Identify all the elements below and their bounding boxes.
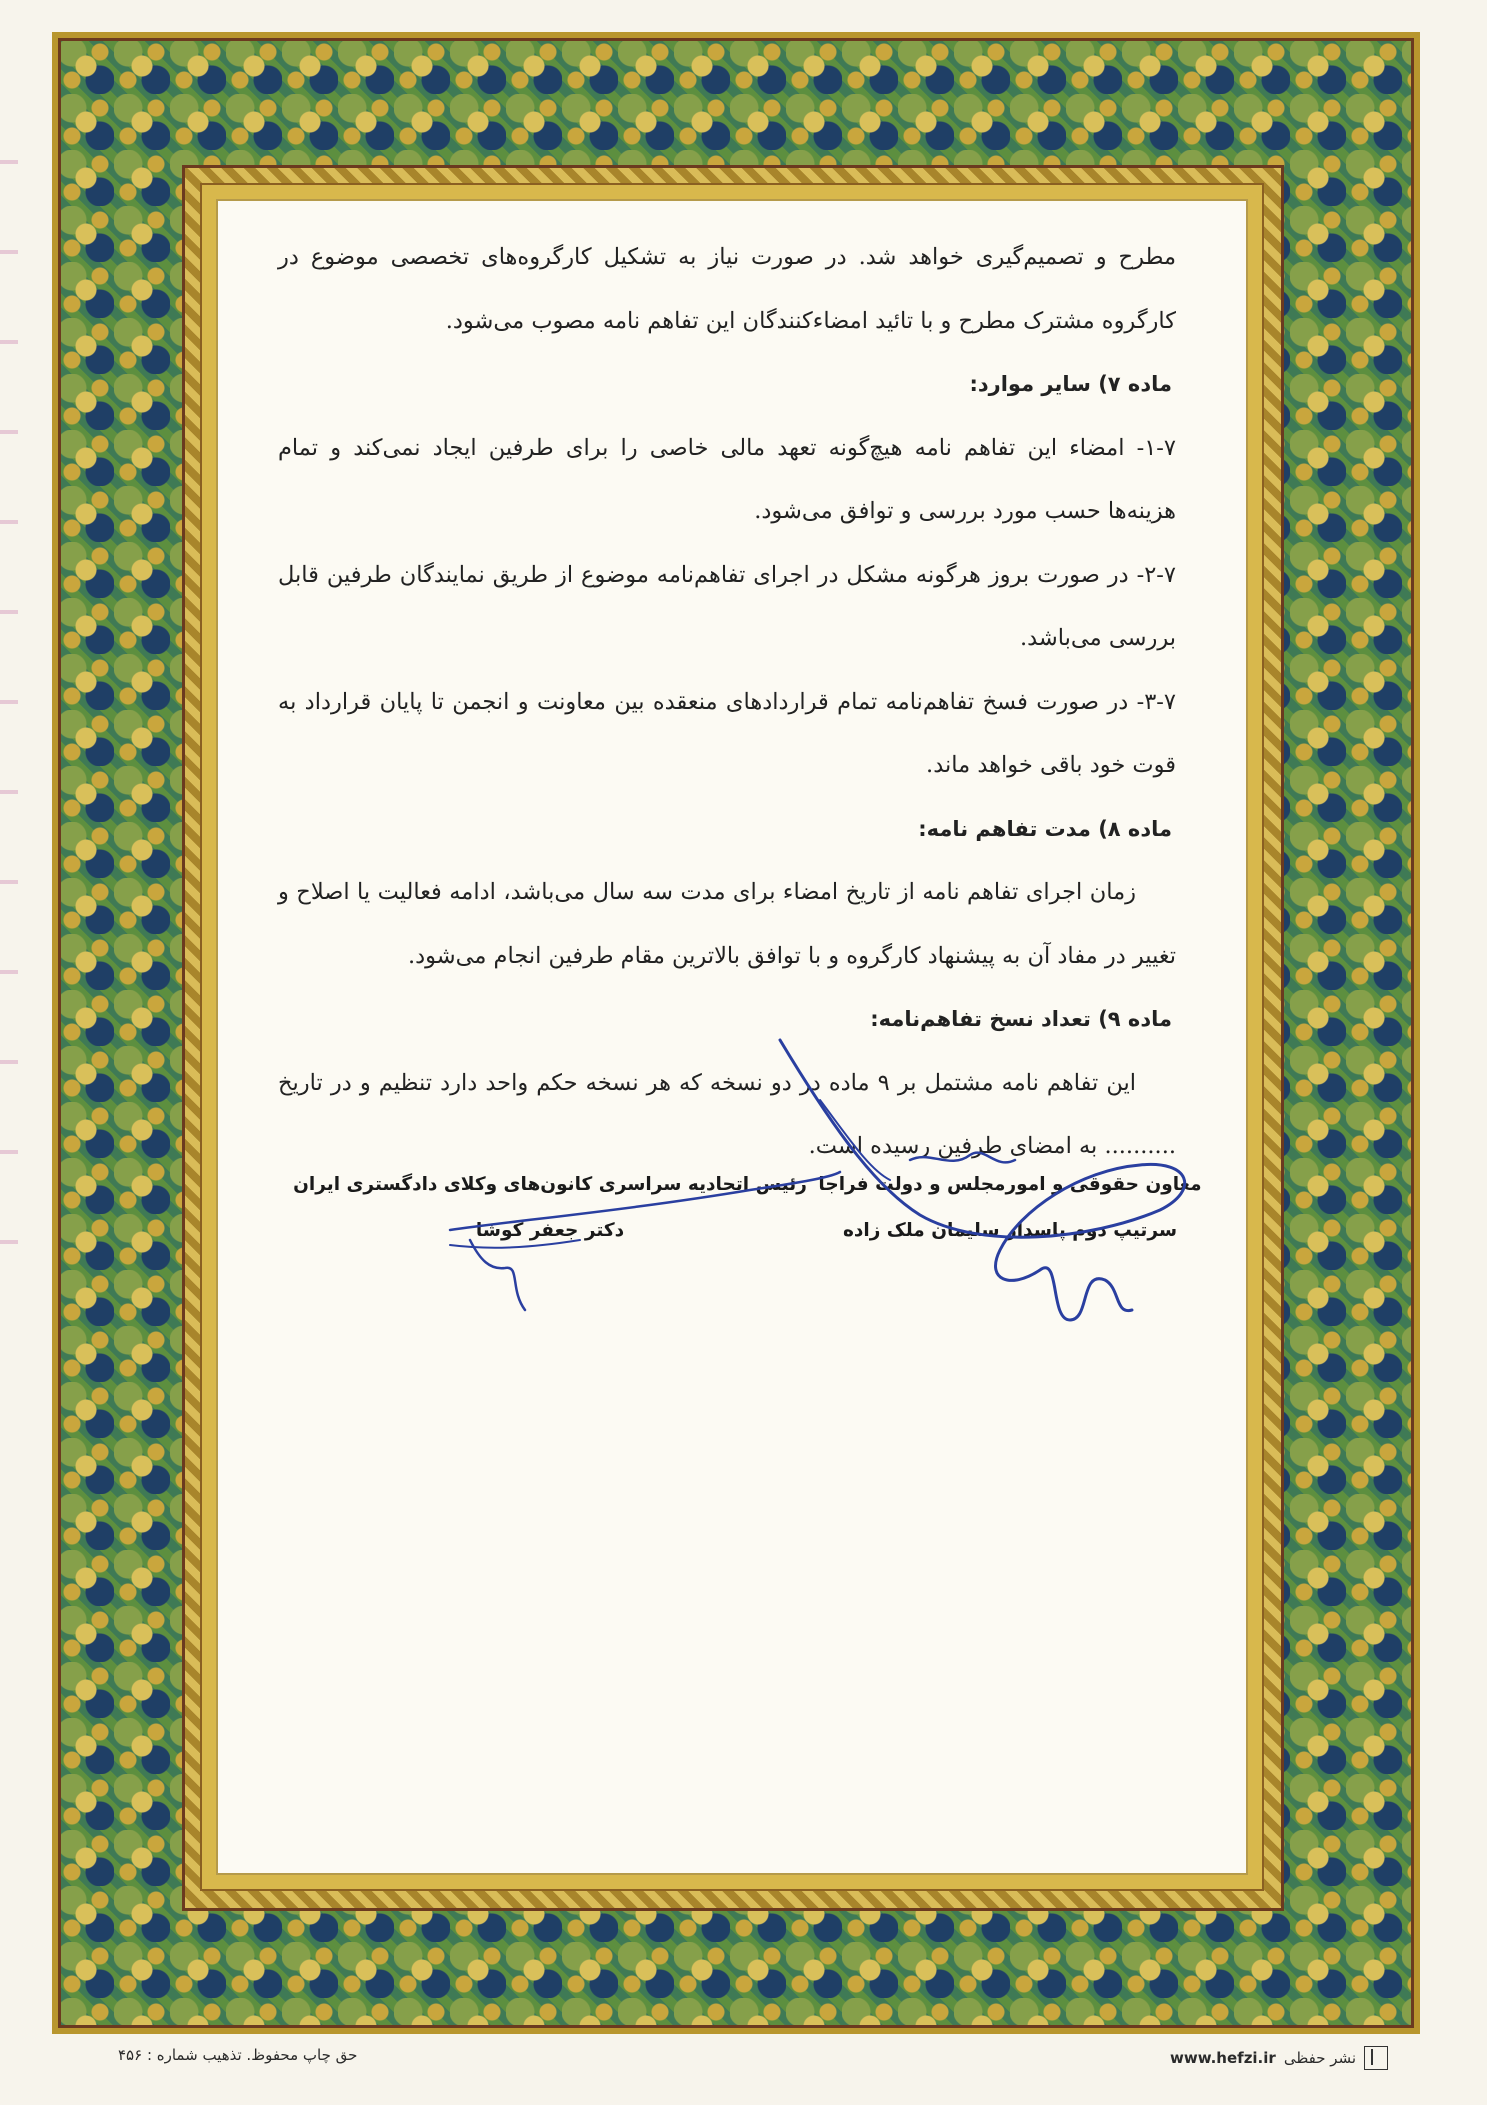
publisher-logo-icon: [1364, 2046, 1388, 2070]
signatory-right-name: سرتیپ دوم پاسدار سلیمان ملک زاده: [842, 1220, 1178, 1241]
signatory-right-title: معاون حقوقی و امورمجلس و دولت فراجا: [818, 1174, 1202, 1195]
footer-publisher-name: نشر حفظی: [1283, 2049, 1357, 2067]
article-8-heading: ماده ۸) مدت تفاهم نامه:: [918, 816, 1172, 841]
scan-margin-marks: [0, 120, 18, 1320]
footer-publisher: [1170, 2046, 1388, 2070]
signatory-left-title: رئیس اتحادیه سراسری کانون‌های وکلای دادگستری ایران: [293, 1174, 807, 1195]
page-footer: [0, 2046, 1487, 2076]
signatory-left: [290, 1162, 810, 1254]
article-7-item-2: ۲-۷- در صورت بروز هرگونه مشکل در اجرای تفاهم‌نامه موضوع از طریق نمایندگان طرفین قابل بررسی می‌باشد.: [278, 561, 1176, 651]
article-7-item-3: ۳-۷- در صورت فسخ تفاهم‌نامه تمام قراردادهای منعقده بین معاونت و انجمن تا پایان قرارداد به قوت خود باقی خواهد ماند.: [278, 688, 1176, 778]
continuation-paragraph: مطرح و تصمیم‌گیری خواهد شد. در صورت نیاز به تشکیل کارگروه‌های تخصصی موضوع در کارگروه مشترک مطرح و با تائید امضاءکنندگان این تفاهم نامه مصوب می‌شود.: [278, 244, 1176, 334]
article-9-text: این تفاهم نامه مشتمل بر ۹ ماده در دو نسخه که هر نسخه حکم واحد دارد تنظیم و در تاریخ .......... به امضای طرفین رسیده است.: [278, 1069, 1176, 1159]
document-body: [278, 226, 1176, 1179]
footer-copyright: حق چاپ محفوظ. تذهیب شماره : ۴۵۶: [118, 2046, 358, 2064]
signature-row: [290, 1162, 1220, 1252]
article-8-text: زمان اجرای تفاهم نامه از تاریخ امضاء برای مدت سه سال می‌باشد، ادامه فعالیت یا اصلاح و تغییر در مفاد آن به پیشنهاد کارگروه و با توافق بالاترین مقام طرفین انجام می‌شود.: [278, 879, 1176, 969]
signatory-left-name: دکتر جعفر کوشا: [475, 1220, 625, 1241]
article-9-heading: ماده ۹) تعداد نسخ تفاهم‌نامه:: [870, 1007, 1172, 1031]
footer-website: www.hefzi.ir: [1170, 2049, 1276, 2067]
article-7-item-1: ۱-۷- امضاء این تفاهم نامه هیچ‌گونه تعهد مالی خاصی را برای طرفین ایجاد نمی‌کند و تمام هزینه‌ها حسب مورد بررسی و توافق می‌شود.: [278, 434, 1176, 524]
signatory-right: [800, 1162, 1220, 1254]
article-7-heading: ماده ۷) سایر موارد:: [969, 372, 1172, 396]
